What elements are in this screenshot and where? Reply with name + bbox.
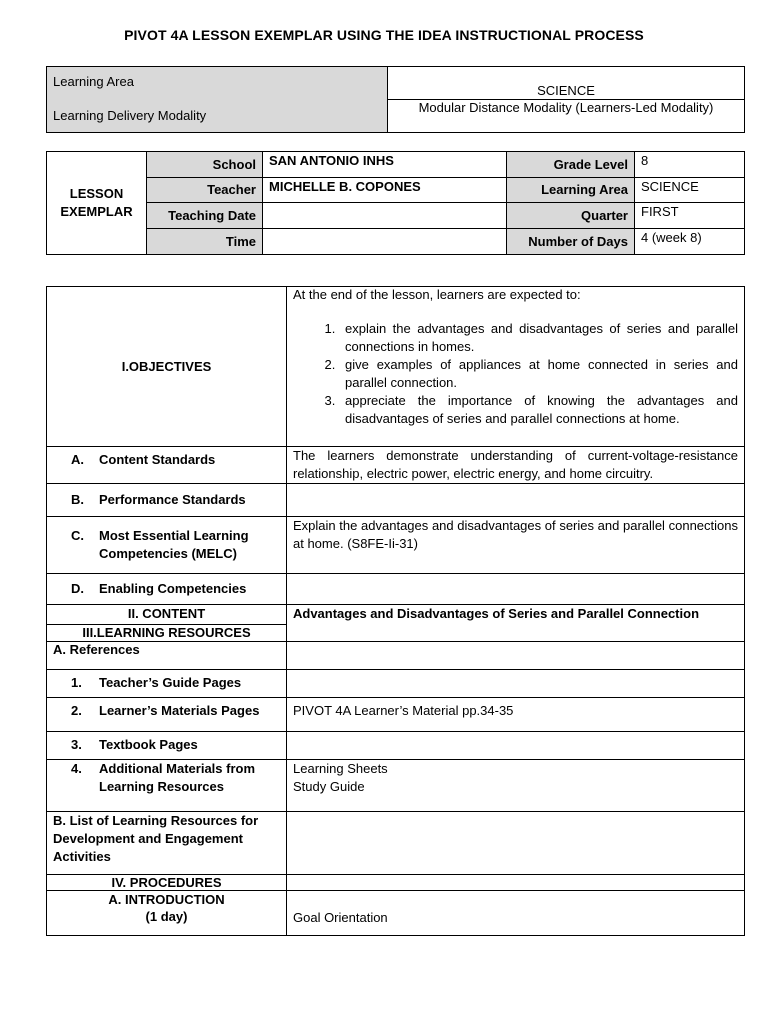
learners-materials-value: PIVOT 4A Learner’s Material pp.34-35: [287, 698, 745, 732]
content-standards-value: The learners demonstrate understanding of current-voltage-resistance relationship, electric power, electric energy, and home circuitry.: [287, 447, 745, 484]
content-standards-label: Content Standards: [99, 452, 216, 467]
lesson-exemplar-label-2: EXEMPLAR: [60, 204, 133, 219]
teachers-guide-value: [287, 670, 745, 698]
performance-standards-num: B.: [71, 492, 84, 507]
grade-level-label: Grade Level: [507, 152, 635, 178]
melc-label: Most Essential Learning Competencies (MELC): [99, 528, 249, 561]
objective-item: 2. give examples of appliances at home connected in series and parallel connection.: [339, 356, 738, 392]
introduction-label: A. INTRODUCTION: [108, 892, 225, 907]
melc-num: C.: [71, 528, 84, 543]
performance-standards-label-cell: [47, 484, 287, 517]
melc-value: Explain the advantages and disadvantages of series and parallel connections at home. (S8FE-Ii-31): [287, 517, 745, 574]
school-label: School: [147, 152, 263, 178]
textbook-pages-value: [287, 732, 745, 760]
header-learning-area-label: Learning Area: [507, 178, 635, 203]
teacher-value: MICHELLE B. COPONES: [263, 178, 507, 203]
objective-item: 3. appreciate the importance of knowing the advantages and disadvantages of series and parallel connections at home.: [339, 392, 738, 428]
introduction-label-cell: [47, 891, 287, 936]
header-learning-area-value: SCIENCE: [635, 178, 745, 203]
teachers-guide-num: 1.: [71, 675, 82, 690]
enabling-competencies-label: Enabling Competencies: [99, 581, 247, 596]
objectives-intro: At the end of the lesson, learners are expected to:: [293, 287, 581, 302]
resources-list-value: [287, 812, 745, 875]
teachers-guide-label: Teacher’s Guide Pages: [99, 675, 242, 690]
lesson-exemplar-label-1: LESSON: [69, 186, 124, 201]
resources-list-label: B. List of Learning Resources for Development and Engagement Activities: [47, 812, 287, 875]
teachers-guide-label-cell: [47, 670, 287, 698]
delivery-modality-label: Learning Delivery Modality: [53, 108, 207, 123]
quarter-value: FIRST: [635, 203, 745, 229]
lesson-exemplar-cell: [47, 152, 147, 255]
lesson-plan-table: [46, 286, 745, 936]
references-value: [287, 642, 745, 670]
time-label: Time: [147, 229, 263, 255]
additional-material-item: Study Guide: [293, 779, 365, 794]
additional-materials-num: 4.: [71, 761, 82, 776]
content-label: II. CONTENT: [47, 605, 287, 625]
learning-area-value: SCIENCE: [537, 83, 595, 98]
textbook-pages-num: 3.: [71, 737, 82, 752]
textbook-pages-label-cell: [47, 732, 287, 760]
number-of-days-value: 4 (week 8): [635, 229, 745, 255]
learning-area-table: [46, 66, 745, 133]
content-standards-label-cell: [47, 447, 287, 484]
time-value: [263, 229, 507, 255]
grade-level-value: 8: [635, 152, 745, 178]
introduction-value: Goal Orientation: [287, 891, 745, 936]
objective-item: 1. explain the advantages and disadvantages of series and parallel connections in homes.: [339, 320, 738, 356]
lesson-info-table: [46, 151, 745, 255]
top-values-cell: [388, 67, 745, 133]
school-value: SAN ANTONIO INHS: [263, 152, 507, 178]
additional-materials-value: [287, 760, 745, 812]
performance-standards-value: [287, 484, 745, 517]
document-title: PIVOT 4A LESSON EXEMPLAR USING THE IDEA INSTRUCTIONAL PROCESS: [124, 27, 644, 43]
references-label: A. References: [47, 642, 287, 670]
learners-materials-label-cell: [47, 698, 287, 732]
learners-materials-label: Learner’s Materials Pages: [99, 703, 260, 718]
objectives-label: I.OBJECTIVES: [47, 287, 287, 447]
textbook-pages-label: Textbook Pages: [99, 737, 198, 752]
enabling-competencies-num: D.: [71, 581, 84, 596]
content-standards-num: A.: [71, 452, 84, 467]
learning-resources-label: III.LEARNING RESOURCES: [47, 625, 287, 642]
procedures-value: [287, 875, 745, 891]
top-labels-cell: [47, 67, 388, 133]
quarter-label: Quarter: [507, 203, 635, 229]
content-value: Advantages and Disadvantages of Series and Parallel Connection: [287, 605, 745, 642]
number-of-days-label: Number of Days: [507, 229, 635, 255]
objectives-list: [293, 320, 738, 428]
introduction-days: (1 day): [145, 909, 188, 924]
learners-materials-num: 2.: [71, 703, 82, 718]
enabling-competencies-label-cell: [47, 574, 287, 605]
procedures-label: IV. PROCEDURES: [47, 875, 287, 891]
additional-material-item: Learning Sheets: [293, 761, 388, 776]
additional-materials-label-cell: [47, 760, 287, 812]
enabling-competencies-value: [287, 574, 745, 605]
delivery-modality-value: Modular Distance Modality (Learners-Led Modality): [388, 99, 744, 116]
objectives-cell: [287, 287, 745, 447]
teaching-date-value: [263, 203, 507, 229]
melc-label-cell: [47, 517, 287, 574]
learning-area-label: Learning Area: [53, 74, 134, 89]
teacher-label: Teacher: [147, 178, 263, 203]
teaching-date-label: Teaching Date: [147, 203, 263, 229]
additional-materials-label: Additional Materials from Learning Resources: [99, 761, 256, 794]
performance-standards-label: Performance Standards: [99, 492, 246, 507]
